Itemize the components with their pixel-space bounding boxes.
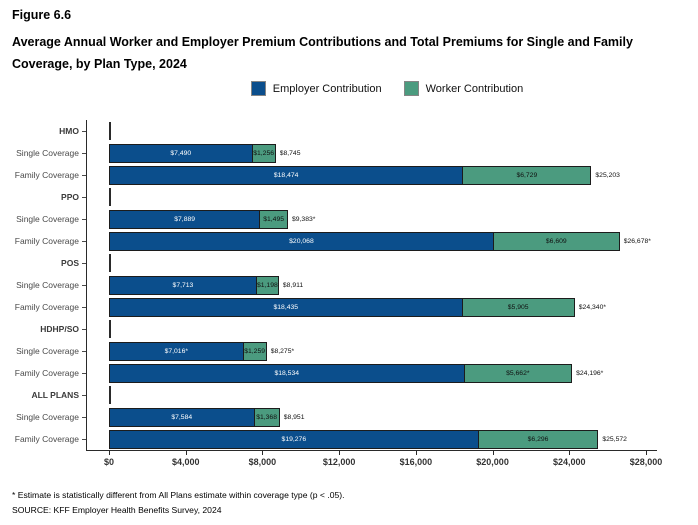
- stacked-bar: [109, 276, 279, 295]
- stacked-bar: [109, 408, 280, 427]
- worker-segment: [462, 298, 575, 317]
- employer-segment: [109, 430, 479, 449]
- bar-cell: [86, 406, 698, 428]
- coverage-label: Family Coverage: [14, 302, 79, 312]
- worker-swatch-icon: [404, 81, 419, 96]
- x-tick: [109, 451, 110, 455]
- zero-baseline-mark: [109, 254, 111, 272]
- plan-zero-cell: [86, 384, 698, 406]
- bar-row: [0, 362, 698, 384]
- x-tick-label: $0: [103, 457, 115, 467]
- figure-number: Figure 6.6: [12, 8, 72, 22]
- bar-cell: [86, 142, 698, 164]
- stacked-bar: [109, 298, 575, 317]
- legend-label-employer: Employer Contribution: [272, 82, 382, 95]
- bar-row: [0, 208, 698, 230]
- employer-value-label: $20,068: [289, 237, 314, 245]
- bar-row: [0, 296, 698, 318]
- title-block: [0, 0, 698, 75]
- total-value-label: $26,678*: [623, 237, 651, 245]
- worker-value-label: $1,495: [263, 215, 285, 223]
- coverage-label: Single Coverage: [16, 214, 79, 224]
- plan-zero-cell: [86, 120, 698, 142]
- bar-row: [0, 230, 698, 252]
- coverage-label: Single Coverage: [16, 148, 79, 158]
- bar-cell: [86, 362, 698, 384]
- x-tick: [186, 451, 187, 455]
- coverage-label: Single Coverage: [16, 280, 79, 290]
- legend-item-employer: [251, 81, 382, 96]
- chart: [0, 120, 698, 476]
- bar-cell: [86, 230, 698, 252]
- x-tick-label: $28,000: [629, 457, 663, 467]
- plan-header-row: [0, 384, 698, 406]
- worker-segment: [259, 210, 288, 229]
- employer-value-label: $18,435: [273, 303, 299, 311]
- worker-segment: [493, 232, 620, 251]
- stacked-bar: [109, 144, 276, 163]
- plan-header-row: [0, 318, 698, 340]
- plan-header-row: [0, 252, 698, 274]
- worker-segment: [254, 408, 280, 427]
- bar-row: [0, 142, 698, 164]
- worker-segment: [256, 276, 279, 295]
- footnote-significance: * Estimate is statistically different from All Plans estimate within coverage type (p < .05).: [12, 490, 345, 500]
- zero-baseline-mark: [109, 386, 111, 404]
- x-axis: [86, 450, 666, 476]
- bar-cell: [86, 296, 698, 318]
- coverage-label: Single Coverage: [16, 346, 79, 356]
- total-value-label: $8,911: [282, 281, 304, 289]
- legend-label-worker: Worker Contribution: [425, 82, 524, 95]
- total-value-label: $8,745: [279, 149, 301, 157]
- total-value-label: $25,572: [602, 435, 627, 443]
- x-tick: [262, 451, 263, 455]
- bar-cell: [86, 274, 698, 296]
- employer-segment: [109, 364, 465, 383]
- total-value-label: $8,275*: [270, 347, 295, 355]
- x-tick: [493, 451, 494, 455]
- x-tick-label: $20,000: [476, 457, 509, 467]
- plan-type-label: HDHP/SO: [40, 324, 79, 334]
- x-tick: [569, 451, 570, 455]
- coverage-label: Family Coverage: [14, 368, 79, 378]
- x-tick-label: $12,000: [322, 457, 356, 467]
- employer-value-label: $18,474: [273, 171, 299, 179]
- employer-segment: [109, 408, 255, 427]
- employer-value-label: $7,016*: [164, 347, 189, 355]
- stacked-bar: [109, 166, 591, 185]
- bar-cell: [86, 164, 698, 186]
- plan-header-row: [0, 120, 698, 142]
- employer-segment: [109, 232, 494, 251]
- employer-value-label: $7,490: [170, 149, 192, 157]
- footnotes: [0, 476, 698, 518]
- employer-segment: [109, 298, 463, 317]
- footnote-source: SOURCE: KFF Employer Health Benefits Survey, 2024: [12, 505, 222, 515]
- total-value-label: $8,951: [283, 413, 305, 421]
- plan-header-row: [0, 186, 698, 208]
- zero-baseline-mark: [109, 320, 111, 338]
- legend: [0, 81, 698, 96]
- bar-row: [0, 406, 698, 428]
- worker-value-label: $6,296: [527, 435, 549, 443]
- x-tick-label: $4,000: [171, 457, 200, 467]
- x-tick: [646, 451, 647, 455]
- chart-rows: [0, 120, 698, 450]
- stacked-bar: [109, 364, 572, 383]
- bar-cell: [86, 428, 698, 450]
- employer-segment: [109, 210, 260, 229]
- plan-zero-cell: [86, 252, 698, 274]
- total-value-label: $24,196*: [576, 369, 604, 377]
- zero-baseline-mark: [109, 188, 111, 206]
- employer-value-label: $18,534: [274, 369, 300, 377]
- stacked-bar: [109, 210, 288, 229]
- employer-value-label: $19,276: [281, 435, 307, 443]
- x-tick-label: $8,000: [248, 457, 277, 467]
- stacked-bar: [109, 342, 267, 361]
- zero-baseline-mark: [109, 122, 111, 140]
- plan-type-label: HMO: [59, 126, 79, 136]
- x-tick-label: $24,000: [553, 457, 586, 467]
- employer-segment: [109, 166, 463, 185]
- plan-type-label: PPO: [61, 192, 79, 202]
- coverage-label: Single Coverage: [16, 412, 79, 422]
- plan-zero-cell: [86, 186, 698, 208]
- plan-zero-cell: [86, 318, 698, 340]
- bar-row: [0, 164, 698, 186]
- x-tick-label: $16,000: [399, 457, 433, 467]
- worker-segment: [478, 430, 599, 449]
- bar-row: [0, 274, 698, 296]
- stacked-bar: [109, 232, 620, 251]
- worker-value-label: $1,259: [244, 347, 266, 355]
- employer-segment: [109, 144, 253, 163]
- worker-value-label: $1,198: [256, 281, 278, 289]
- worker-value-label: $1,256: [253, 149, 275, 157]
- stacked-bar: [109, 430, 598, 449]
- worker-segment: [252, 144, 276, 163]
- legend-item-worker: [404, 81, 524, 96]
- worker-value-label: $5,662*: [506, 369, 530, 377]
- bar-cell: [86, 340, 698, 362]
- x-tick: [416, 451, 417, 455]
- employer-value-label: $7,584: [171, 413, 193, 421]
- worker-segment: [243, 342, 267, 361]
- x-tick: [339, 451, 340, 455]
- employer-swatch-icon: [251, 81, 266, 96]
- coverage-label: Family Coverage: [14, 434, 79, 444]
- worker-value-label: $6,729: [516, 171, 538, 179]
- worker-segment: [462, 166, 591, 185]
- total-value-label: $25,203: [595, 171, 620, 179]
- employer-value-label: $7,713: [172, 281, 194, 289]
- coverage-label: Family Coverage: [14, 170, 79, 180]
- bar-cell: [86, 208, 698, 230]
- bar-row: [0, 428, 698, 450]
- worker-value-label: $6,609: [545, 237, 567, 245]
- total-value-label: $24,340*: [578, 303, 606, 311]
- plan-type-label: ALL PLANS: [31, 390, 79, 400]
- worker-value-label: $5,905: [507, 303, 529, 311]
- employer-segment: [109, 276, 257, 295]
- chart-title: Average Annual Worker and Employer Premium Contributions and Total Premiums for Single and Family Coverage, by Plan Type, 2024: [12, 35, 633, 71]
- total-value-label: $9,383*: [291, 215, 316, 223]
- coverage-label: Family Coverage: [14, 236, 79, 246]
- y-axis-line: [86, 120, 87, 450]
- worker-segment: [464, 364, 573, 383]
- employer-segment: [109, 342, 244, 361]
- worker-value-label: $1,368: [256, 413, 277, 421]
- bar-row: [0, 340, 698, 362]
- plan-type-label: POS: [61, 258, 79, 268]
- x-axis-line: [86, 450, 657, 451]
- employer-value-label: $7,889: [174, 215, 196, 223]
